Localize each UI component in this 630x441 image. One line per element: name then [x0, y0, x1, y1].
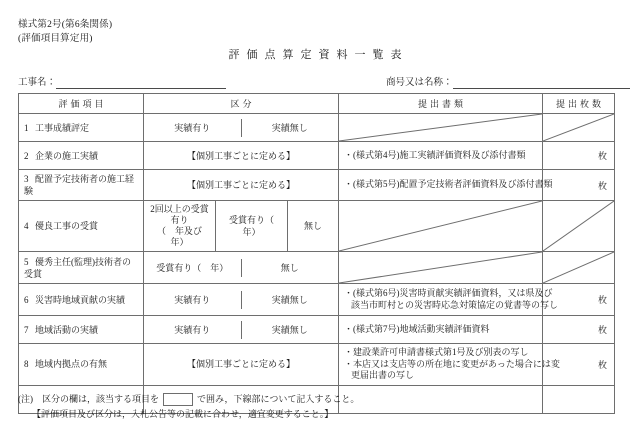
project-name-input[interactable]: [56, 76, 226, 89]
row-sheets-cell: [543, 170, 615, 201]
category-option[interactable]: 【個別工事ごとに定める】: [186, 359, 295, 370]
page-title: 評価点算定資料一覧表: [228, 49, 409, 61]
category-option[interactable]: 実績有り: [174, 122, 211, 133]
row-sheets-cell: [543, 316, 615, 344]
sheets-unit[interactable]: 枚: [597, 359, 607, 370]
note-1-suffix: で囲み，下線部について記入すること。: [197, 394, 360, 404]
table-row: [19, 201, 615, 252]
row-documents-cell: [339, 284, 559, 316]
row-item-label: 優良工事の受賞: [35, 221, 99, 231]
table-body: [19, 114, 615, 414]
sheets-unit[interactable]: 枚: [597, 325, 607, 335]
row-category-cell: [144, 201, 339, 252]
category-option[interactable]: 受賞有り（ 年）: [229, 215, 284, 237]
row-item-cell: 6 災害時地域貢献の実績: [19, 284, 144, 316]
sheets-unit[interactable]: 枚: [597, 151, 607, 161]
sheets-unit[interactable]: 枚: [597, 295, 607, 305]
row-item-label: 災害時地域貢献の実績: [35, 294, 126, 305]
row-item-cell: 3 配置予定技術者の施工経験: [19, 170, 144, 201]
row-item-cell: 7 地域活動の実績: [19, 316, 144, 344]
document-line: ・建設業許可申請書様式第1号及び別表の写し: [344, 347, 529, 357]
form-number-block: [18, 18, 112, 46]
row-item-cell: 2 企業の施工実績: [19, 142, 144, 170]
row-category-cell: [144, 170, 339, 201]
row-documents-cell: [339, 170, 553, 201]
row-category-cell: [144, 114, 339, 142]
note-1-prefix: (注) 区分の欄は，該当する項目を: [18, 394, 159, 404]
category-option[interactable]: 実績無し: [271, 294, 308, 305]
document-line: ・(様式第5号)配置予定技術者評価資料及び添付書類: [344, 179, 553, 190]
category-option[interactable]: 実績無し: [271, 122, 308, 133]
table-row: [19, 114, 615, 142]
note-2-text: 【評価項目及び区分は，入札公告等の記載に合わせ，適宜変更すること。】: [32, 409, 334, 419]
row-documents-cell: [339, 114, 543, 142]
row-item-cell: 4 優良工事の受賞: [19, 201, 144, 252]
row-sheets-cell: [543, 284, 615, 316]
project-name-label: 工事名：: [18, 78, 57, 88]
row-item-label: 配置予定技術者の施工経験: [24, 174, 135, 196]
row-sheets-cell: [543, 142, 615, 170]
row-item-label: 地域内拠点の有無: [35, 359, 108, 370]
document-line: ・本店又は支店等の所在地に変更があった場合には変: [344, 358, 560, 369]
table-header-row: [19, 94, 615, 114]
row-sheets-cell: [543, 201, 615, 252]
row-item-label: 地域活動の実績: [35, 324, 99, 335]
company-name-label: 商号又は名称：: [386, 78, 453, 88]
row-category-cell: [144, 344, 339, 386]
category-option[interactable]: 無し: [280, 262, 299, 273]
row-item-label: 工事成績評定: [35, 122, 90, 133]
table-row: [19, 252, 615, 284]
row-documents-cell: [339, 201, 543, 252]
category-option[interactable]: 【個別工事ごとに定める】: [186, 150, 295, 161]
row-item-label: 優秀主任(監理)技術者の受賞: [24, 256, 131, 279]
row-category-cell: [144, 316, 339, 344]
document-line: ・(様式第4号)施工実績評価資料及び添付書類: [344, 149, 526, 160]
header-sheets: 提出枚数: [543, 94, 615, 114]
sheets-unit[interactable]: 枚: [597, 180, 607, 191]
form-purpose: (評価項目算定用): [18, 34, 93, 44]
category-option[interactable]: 無し: [304, 221, 323, 231]
row-item-cell: 5 優秀主任(監理)技術者の受賞: [19, 252, 144, 284]
note-line-1: [18, 392, 618, 407]
name-fields-row: [18, 74, 614, 90]
form-number: 様式第2号(第6条関係): [18, 20, 113, 30]
table-row: [19, 170, 615, 201]
header-category: 区分: [144, 94, 339, 114]
category-option[interactable]: 実績無し: [271, 324, 308, 335]
row-documents-cell: [339, 252, 543, 284]
header-item: 評価項目: [19, 94, 144, 114]
row-category-cell: [144, 142, 339, 170]
header-documents: 提出書類: [339, 94, 543, 114]
company-name-field: [386, 74, 630, 89]
footer-notes: [18, 392, 618, 422]
category-option[interactable]: 受賞有り（ 年）: [156, 262, 229, 273]
document-line: 該当市町村との災害時応急対策協定の覚書等の写し: [351, 299, 559, 310]
row-sheets-cell: [543, 114, 615, 142]
category-option[interactable]: 2回以上の受賞有り （ 年及び 年）: [150, 204, 212, 247]
table-row: [19, 316, 615, 344]
evaluation-table: [18, 93, 615, 414]
company-name-input[interactable]: [453, 76, 630, 89]
row-documents-cell: [339, 316, 543, 344]
row-item-label: 企業の施工実績: [35, 150, 99, 161]
row-category-cell: [144, 252, 339, 284]
table-row: [19, 344, 615, 386]
category-option[interactable]: 実績有り: [174, 324, 211, 335]
project-name-field: [18, 74, 226, 89]
row-documents-cell: [339, 344, 560, 386]
category-option[interactable]: 【個別工事ごとに定める】: [186, 180, 295, 190]
row-documents-cell: [339, 142, 543, 170]
document-line: ・(様式第7号)地域活動実績評価資料: [344, 323, 490, 334]
note-circle-box: [163, 393, 193, 406]
note-line-2: [18, 407, 618, 422]
row-sheets-cell: [543, 252, 615, 284]
document-line: ・(様式第6号)災害時貢献実績評価資料，又は県及び: [344, 288, 553, 298]
row-sheets-cell: [543, 344, 615, 386]
row-category-cell: [144, 284, 339, 316]
row-item-cell: 8 地域内拠点の有無: [19, 344, 144, 386]
document-line: 更届出書の写し: [351, 370, 415, 380]
table-row: [19, 142, 615, 170]
category-option[interactable]: 実績有り: [174, 294, 211, 305]
table-row: [19, 284, 615, 316]
row-item-cell: 1 工事成績評定: [19, 114, 144, 142]
